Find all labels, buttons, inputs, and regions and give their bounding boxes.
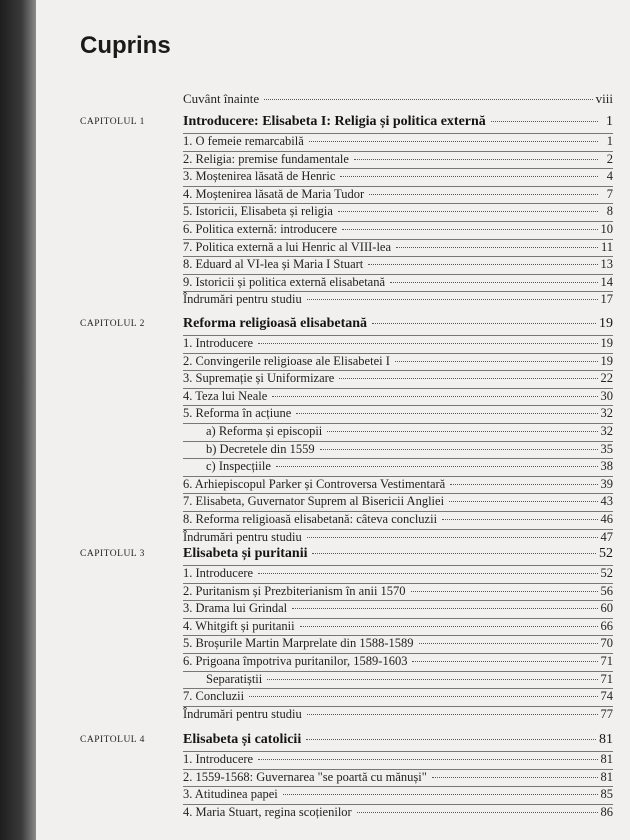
toc-entry-text: 3. Atitudinea papei xyxy=(183,787,278,802)
dot-leader xyxy=(267,679,597,680)
toc-page-number: 46 xyxy=(600,512,613,526)
dot-leader xyxy=(395,361,598,362)
dot-leader xyxy=(327,431,597,432)
toc-entry xyxy=(183,169,613,184)
dot-leader xyxy=(249,696,597,697)
dot-leader xyxy=(411,591,598,592)
toc-entry xyxy=(183,152,613,167)
toc-entry xyxy=(183,134,613,149)
toc-entry-text: 1. Introducere xyxy=(183,336,254,350)
toc-entry-text: 9. Istoricii și politica externă elisabetană xyxy=(183,274,386,289)
toc-entry-text: 1. Introducere xyxy=(183,566,254,580)
dot-leader xyxy=(342,229,597,230)
toc-entry xyxy=(183,389,613,404)
dot-leader xyxy=(264,99,592,100)
toc-entry xyxy=(183,187,613,202)
toc-entry-text: Îndrumări pentru studiu xyxy=(183,292,302,307)
toc-entry xyxy=(183,292,613,307)
toc-page-number: 8 xyxy=(606,204,613,219)
chapter-heading-text: Elisabeta și puritanii xyxy=(183,546,308,561)
dot-leader xyxy=(258,343,597,344)
toc-entry-text: 6. Arhiepiscopul Parker și Controversa Vestimentară xyxy=(183,476,446,491)
toc-page-number: 77 xyxy=(600,706,613,721)
dot-leader xyxy=(368,264,597,265)
toc-page-number: 52 xyxy=(600,566,613,580)
toc-page-number: 11 xyxy=(600,239,613,254)
dot-leader xyxy=(272,396,597,397)
dot-leader xyxy=(307,299,598,300)
toc-page-number: 39 xyxy=(600,476,613,491)
toc-page-number: 30 xyxy=(600,388,613,403)
toc-entry-text: Cuvânt înainte xyxy=(183,91,260,106)
dot-leader xyxy=(340,176,598,177)
dot-leader xyxy=(307,714,598,715)
toc-entry-text: 1. Introducere xyxy=(183,752,254,766)
dot-leader xyxy=(309,141,598,142)
chapter-heading-text: Elisabeta și catolicii xyxy=(183,732,302,747)
toc-entry xyxy=(183,354,613,369)
toc-entry-text: Îndrumări pentru studiu xyxy=(183,529,302,544)
dot-leader xyxy=(357,812,598,813)
toc-entry xyxy=(183,371,613,386)
dot-leader xyxy=(369,194,598,195)
toc-page-number: 32 xyxy=(600,424,613,438)
chapter-heading-text: Reforma religioasă elisabetană xyxy=(183,316,368,331)
toc-entry-text: 5. Reforma în acțiune xyxy=(183,406,292,421)
toc-entry xyxy=(183,566,613,581)
toc-entry-text: 2. Puritanism și Prezbiterianism în anii 1570 xyxy=(183,583,406,598)
toc-entry-text: 5. Broșurile Martin Marprelate din 1588-1589 xyxy=(183,636,414,651)
toc-page-number: 56 xyxy=(600,583,613,598)
toc-page-number: 81 xyxy=(599,732,613,747)
toc-entry-text: Separatiștii xyxy=(206,671,263,686)
toc-entry xyxy=(183,584,613,599)
toc-entry-text: a) Reforma și episcopii xyxy=(206,424,323,438)
toc-entry-text: 7. Elisabeta, Guvernator Suprem al Bisericii Angliei xyxy=(183,494,445,509)
toc-entry xyxy=(183,204,613,219)
dot-leader xyxy=(419,643,598,644)
toc-page-number: 43 xyxy=(600,494,613,509)
dot-leader xyxy=(372,323,596,324)
toc-entry xyxy=(206,424,613,439)
toc-entry xyxy=(206,442,613,457)
toc-entry-text: Îndrumări pentru studiu xyxy=(183,706,302,721)
dot-leader xyxy=(396,247,598,248)
chapter-heading-text: Introducere: Elisabeta I: Religia și politica externă xyxy=(183,114,486,129)
toc-entry xyxy=(183,805,613,820)
toc-page-number: 1 xyxy=(606,114,613,129)
toc-page-number: 10 xyxy=(600,222,613,236)
toc-entry-text: 6. Politica externă: introducere xyxy=(183,222,338,236)
toc-entry xyxy=(183,636,613,651)
dot-leader xyxy=(449,501,597,502)
toc-entry-text: c) Inspecțiile xyxy=(206,459,271,474)
toc-page-number: 47 xyxy=(600,529,613,544)
toc-entry-text: 1. O femeie remarcabilă xyxy=(183,134,304,148)
chapter-heading xyxy=(183,114,613,130)
toc-entry-text: 3. Supremație și Uniformizare xyxy=(183,371,335,386)
toc-entry-text: b) Decretele din 1559 xyxy=(206,441,315,456)
dot-leader xyxy=(338,211,598,212)
dot-leader xyxy=(312,553,596,554)
toc-entry xyxy=(183,336,613,351)
toc-entry xyxy=(183,619,613,634)
dot-leader xyxy=(307,537,598,538)
chapter-heading xyxy=(183,732,613,748)
toc-entry-text: 4. Whitgift și puritanii xyxy=(183,618,295,633)
dot-leader xyxy=(300,626,598,627)
toc-entry xyxy=(183,770,613,785)
toc-page-number: 74 xyxy=(600,689,613,704)
toc-entry-text: 4. Maria Stuart, regina scoțienilor xyxy=(183,804,352,819)
chapter-label: CAPITOLUL 4 xyxy=(80,735,145,745)
dot-leader xyxy=(491,121,598,122)
toc-page-number: 71 xyxy=(600,654,613,668)
dot-leader xyxy=(258,759,597,760)
chapter-label: CAPITOLUL 2 xyxy=(80,319,145,329)
toc-entry xyxy=(183,494,613,509)
toc-entry xyxy=(183,752,613,767)
dot-leader xyxy=(292,608,597,609)
toc-page-number: 52 xyxy=(599,546,613,561)
toc-page-number: 1 xyxy=(606,134,613,148)
toc-page-number: 70 xyxy=(600,636,613,651)
chapter-heading xyxy=(183,316,613,332)
dot-leader xyxy=(306,739,596,740)
toc-entry xyxy=(183,512,613,527)
toc-preface-entry xyxy=(183,91,613,107)
toc-entry xyxy=(206,459,613,474)
toc-page-number: 19 xyxy=(600,353,613,368)
toc-entry-text: 2. Religia: premise fundamentale xyxy=(183,151,349,166)
toc-entry-text: 7. Concluzii xyxy=(183,689,245,704)
toc-page-number: 14 xyxy=(600,274,613,289)
toc-page-number: 13 xyxy=(600,257,613,272)
dot-leader xyxy=(432,777,598,778)
dot-leader xyxy=(412,661,597,662)
toc-page-number: 81 xyxy=(600,752,613,766)
toc-entry xyxy=(183,240,613,255)
toc-page-number: 60 xyxy=(600,601,613,616)
toc-entry xyxy=(183,406,613,421)
dot-leader xyxy=(450,484,597,485)
toc-entry xyxy=(183,787,613,802)
toc-entry-text: 2. 1559-1568: Guvernarea "se poartă cu mănuși" xyxy=(183,769,427,784)
toc-page-number: 32 xyxy=(600,406,613,421)
toc-entry xyxy=(183,654,613,669)
toc-entry-text: 8. Reforma religioasă elisabetană: câteva concluzii xyxy=(183,512,438,526)
toc-entry-text: 8. Eduard al VI-lea și Maria I Stuart xyxy=(183,257,364,272)
toc-entry-text: 2. Convingerile religioase ale Elisabetei I xyxy=(183,353,390,368)
toc-entry-text: 3. Drama lui Grindal xyxy=(183,601,288,616)
dot-leader xyxy=(320,449,598,450)
toc-page-number: 19 xyxy=(600,336,613,350)
toc-page-number: viii xyxy=(595,91,613,106)
dot-leader xyxy=(339,378,597,379)
toc-entry-text: 6. Prigoana împotriva puritanilor, 1589-1603 xyxy=(183,654,408,668)
book-spine-shadow xyxy=(0,0,36,840)
dot-leader xyxy=(296,413,597,414)
toc-page-number: 81 xyxy=(600,769,613,784)
toc-entry-text: 3. Moștenirea lăsată de Henric xyxy=(183,169,336,184)
toc-page-number: 7 xyxy=(606,186,613,201)
dot-leader xyxy=(442,519,597,520)
toc-entry xyxy=(183,275,613,290)
chapter-label: CAPITOLUL 1 xyxy=(80,117,145,127)
toc-entry xyxy=(183,477,613,492)
toc-page-number: 4 xyxy=(606,169,613,184)
dot-leader xyxy=(258,573,597,574)
toc-entry xyxy=(183,257,613,272)
dot-leader xyxy=(390,282,597,283)
toc-page-number: 71 xyxy=(600,671,613,686)
dot-leader xyxy=(354,159,598,160)
toc-page-number: 85 xyxy=(600,787,613,802)
toc-entry xyxy=(183,530,613,545)
chapter-label: CAPITOLUL 3 xyxy=(80,549,145,559)
toc-page-number: 17 xyxy=(600,292,613,307)
toc-page-number: 19 xyxy=(599,316,613,331)
toc-entry xyxy=(206,672,613,687)
toc-page-number: 35 xyxy=(600,441,613,456)
toc-page-number: 22 xyxy=(600,371,613,386)
toc-entry xyxy=(183,707,613,722)
toc-entry-text: 4. Moștenirea lăsată de Maria Tudor xyxy=(183,186,365,201)
toc-page-number: 38 xyxy=(600,459,613,474)
toc-page-number: 66 xyxy=(600,618,613,633)
toc-entry xyxy=(183,222,613,237)
toc-entry xyxy=(183,689,613,704)
page-title: Cuprins xyxy=(80,32,171,59)
toc-entry xyxy=(183,601,613,616)
toc-entry-text: 4. Teza lui Neale xyxy=(183,388,268,403)
chapter-heading xyxy=(183,546,613,562)
dot-leader xyxy=(276,466,598,467)
toc-entry-text: 5. Istoricii, Elisabeta și religia xyxy=(183,204,333,219)
toc-entry-text: 7. Politica externă a lui Henric al VIII-lea xyxy=(183,239,392,254)
toc-page-number: 2 xyxy=(606,151,613,166)
toc-page-number: 86 xyxy=(600,804,613,819)
book-page xyxy=(36,0,630,840)
dot-leader xyxy=(283,794,598,795)
